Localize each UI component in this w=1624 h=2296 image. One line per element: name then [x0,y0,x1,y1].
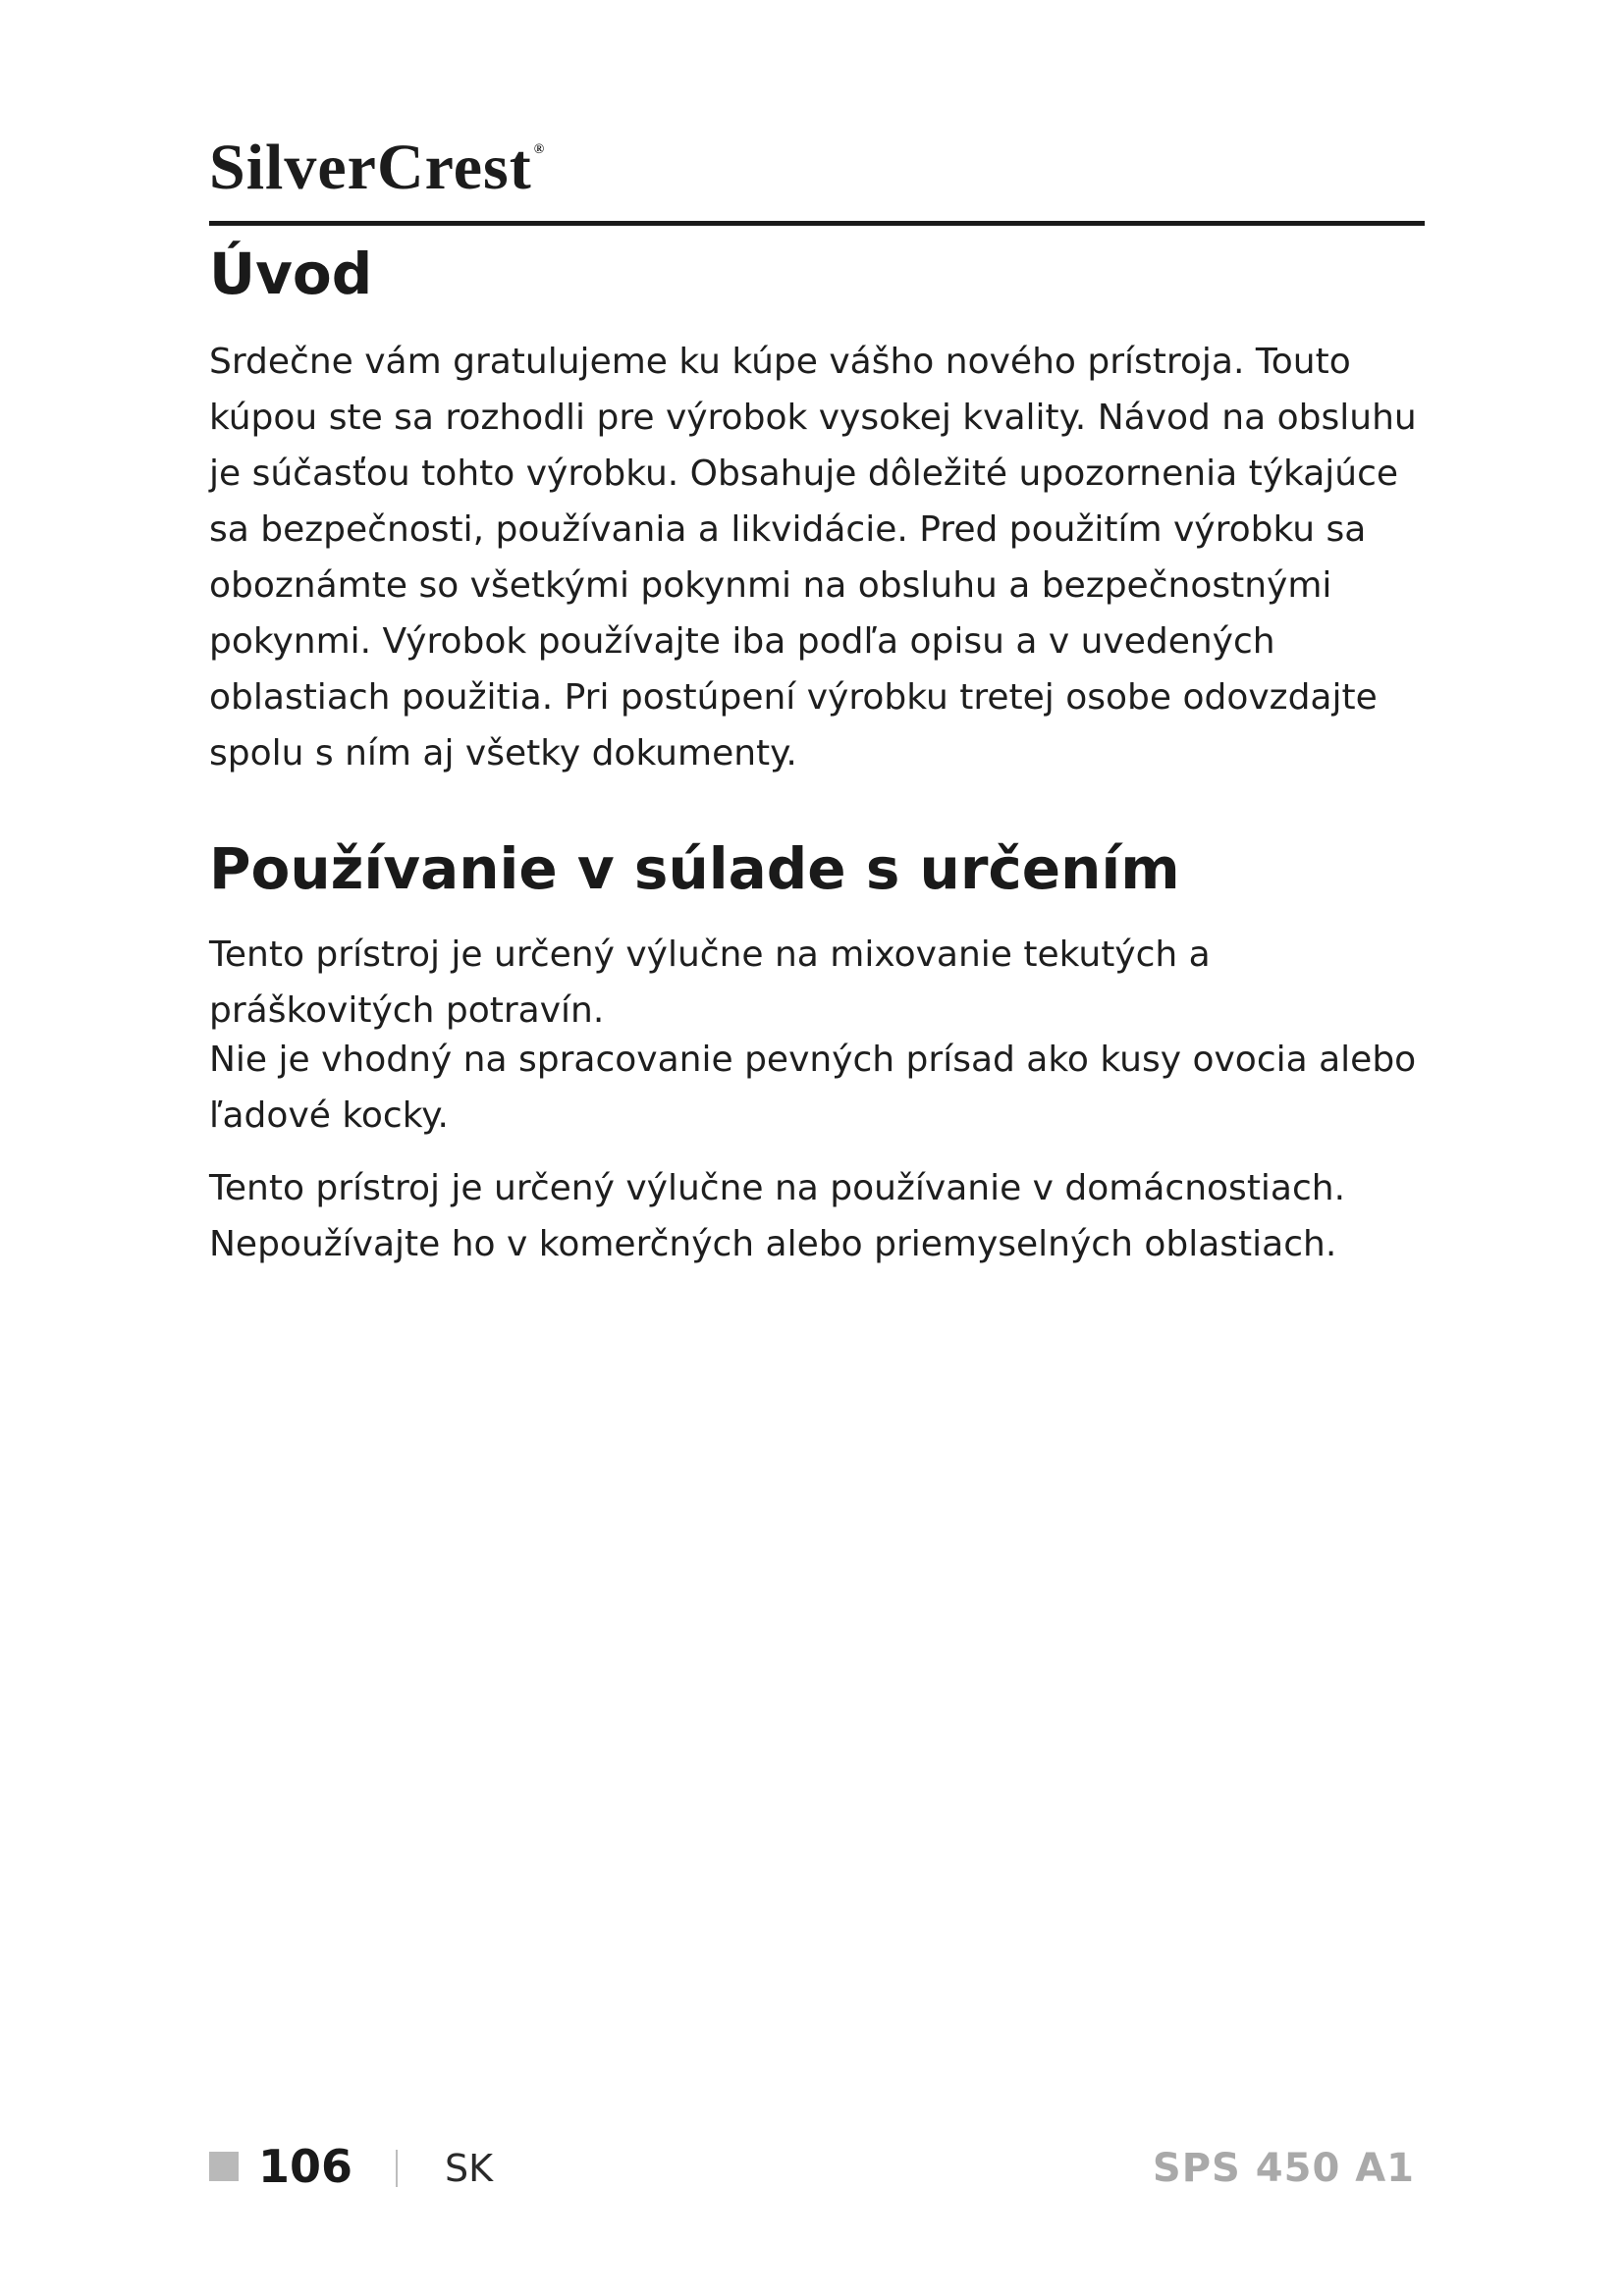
intended-use-paragraph-3: Tento prístroj je určený výlučne na používanie v domácnostiach. Nepoužívajte ho v komerčných alebo priemyselných oblastiach. [209,1168,1346,1264]
page-footer [209,2140,1425,2199]
header-rule [209,221,1425,226]
model-number: SPS 450 A1 [1152,2146,1415,2191]
page-number: 106 [258,2140,353,2193]
footer-divider [396,2150,398,2187]
brand-logo [209,132,546,203]
section-title-intended-use: Používanie v súlade s určením [209,835,1180,902]
intro-paragraph: Srdečne vám gratulujeme ku kúpe vášho nového prístroja. Touto kúpou ste sa rozhodli pre výrobok vysokej kvality. Návod na obsluhu je súčasťou tohto výrobku. Obsahuje dôležité upozornenia týkajúce sa bezpečnosti, používania a likvidácie. Pred použitím výrobku sa oboznámte so všetkými pokynmi na obsluhu a bezpečnostnými pokynmi. Výrobok používajte iba podľa opisu a v uvedených oblastiach použitia. Pri postúpení výrobku tretej osobe odovzdajte spolu s ním aj všetky dokumenty. [209,342,1417,774]
brand-logo-text: SilverCrest [209,132,532,203]
section-title-uvod: Úvod [209,240,373,307]
intended-use-paragraph-2: Nie je vhodný na spracovanie pevných prísad ako kusy ovocia alebo ľadové kocky. [209,1040,1417,1136]
registered-mark: ® [533,142,546,157]
language-code: SK [445,2147,494,2190]
intended-use-paragraph-1: Tento prístroj je určený výlučne na mixovanie tekutých a práškovitých potravín. [209,934,1211,1031]
footer-square-icon [209,2152,239,2181]
